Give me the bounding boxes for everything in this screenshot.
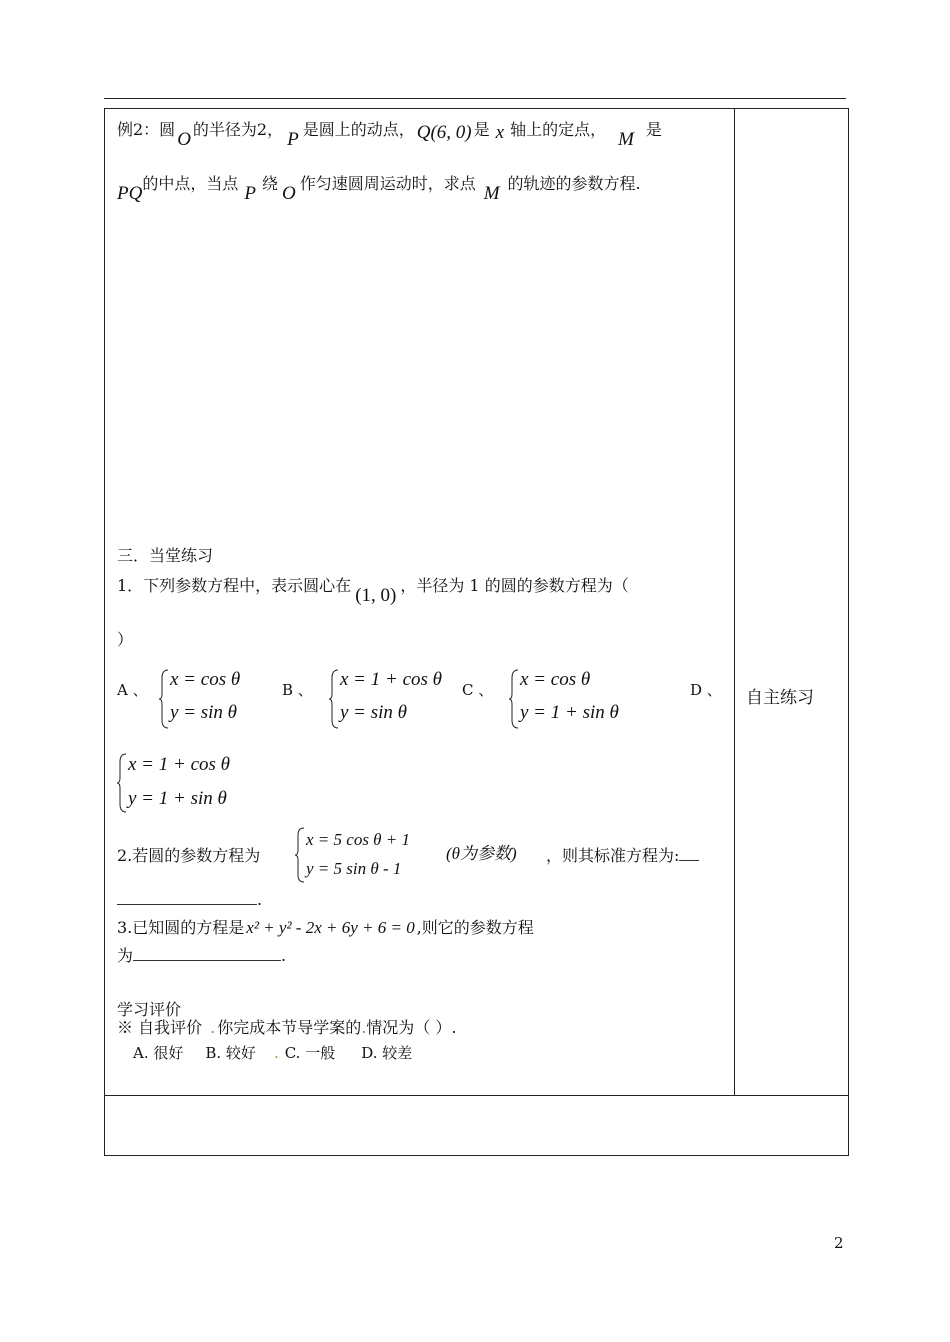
math-PQ: PQ [117, 183, 143, 204]
option-c-label: C 、 [462, 681, 494, 699]
option-b-brace [328, 668, 340, 730]
q2-param: (θ为参数) [446, 844, 517, 863]
option-d-eq2: y = 1 + sin θ [128, 788, 227, 809]
header-rule [104, 98, 846, 99]
option-c-eq2: y = 1 + sin θ [520, 702, 619, 723]
evaluation-choices: A. 很好 B. 较好 . C. 一般 D. 较差 [133, 1044, 413, 1062]
choice-b[interactable]: B. 较好 [205, 1044, 256, 1062]
option-d-brace [116, 752, 128, 814]
math-center-point: (1, 0) [355, 585, 397, 606]
math-O2: O [281, 183, 296, 204]
self-evaluation: ※ 自我评价 . 你完成本节导学案的.情况为（ ）. [117, 1018, 457, 1037]
option-a-label: A 、 [117, 681, 148, 699]
math-P2: P [244, 183, 256, 204]
choice-a[interactable]: A. 很好 [133, 1044, 184, 1062]
math-M2: M [483, 183, 500, 204]
example2-line1: 例2：圆 O 的半径为2， P 是圆上的动点， Q(6, 0) 是 x 轴上的定点， M 是 [117, 120, 662, 150]
section-heading: 三．当堂练习 [117, 546, 214, 565]
option-a-eq1: x = cos θ [170, 669, 241, 690]
question-1-close: ） [117, 630, 134, 649]
option-b-eq2: y = sin θ [340, 702, 408, 723]
q3-answer-blank[interactable] [133, 946, 281, 961]
math-O: O [177, 129, 191, 150]
option-c-eq1: x = cos θ [520, 669, 591, 690]
question-3: 3.已知圆的方程是 x² + y² - 2x + 6y + 6 = 0 ,则它的参数方程 [117, 918, 534, 937]
math-Q: Q(6, 0) [416, 122, 472, 143]
question-1: 1．下列参数方程中，表示圆心在 (1, 0) ，半径为 1 的圆的参数方程为（ [117, 576, 629, 606]
option-a-eq2: y = sin θ [170, 702, 238, 723]
page-number: 2 [834, 1234, 844, 1252]
evaluation-heading: 学习评价 [117, 1000, 182, 1019]
q2-eq2: y = 5 sin θ - 1 [306, 859, 402, 878]
table-column-divider [734, 108, 735, 1095]
q2-eq1: x = 5 cos θ + 1 [306, 830, 411, 849]
option-d-eq1: x = 1 + cos θ [128, 754, 230, 775]
option-c-brace [508, 668, 520, 730]
q2-answer-blank-b[interactable] [117, 890, 257, 905]
math-x: x [495, 122, 505, 143]
question-2-blank-line: . [117, 890, 262, 910]
q2-brace [294, 826, 306, 884]
side-label: 自主练习 [746, 688, 814, 708]
example2-label: 例2：圆 [117, 120, 176, 139]
option-b-label: B 、 [282, 681, 313, 699]
option-a-brace [158, 668, 170, 730]
question-2-prefix: 2.若圆的参数方程为 [117, 846, 261, 865]
question-2-suffix: ，则其标准方程为: [546, 846, 699, 866]
option-d-label: D 、 [690, 681, 722, 699]
math-M: M [618, 129, 634, 150]
choice-c[interactable]: C. 一般 [284, 1044, 336, 1062]
choice-d[interactable]: D. 较差 [361, 1044, 413, 1062]
option-b-eq1: x = 1 + cos θ [340, 669, 442, 690]
lesson-table [104, 108, 849, 1156]
example2-line2: PQ的中点，当点 P 绕 O 作匀速圆周运动时，求点 M 的轨迹的参数方程. [117, 174, 641, 204]
question-3-line2: 为 . [117, 946, 287, 965]
q2-answer-blank-a[interactable] [679, 846, 699, 861]
q3-equation: x² + y² - 2x + 6y + 6 = 0 [246, 918, 415, 937]
math-P: P [287, 129, 299, 150]
table-row-divider [104, 1095, 849, 1096]
